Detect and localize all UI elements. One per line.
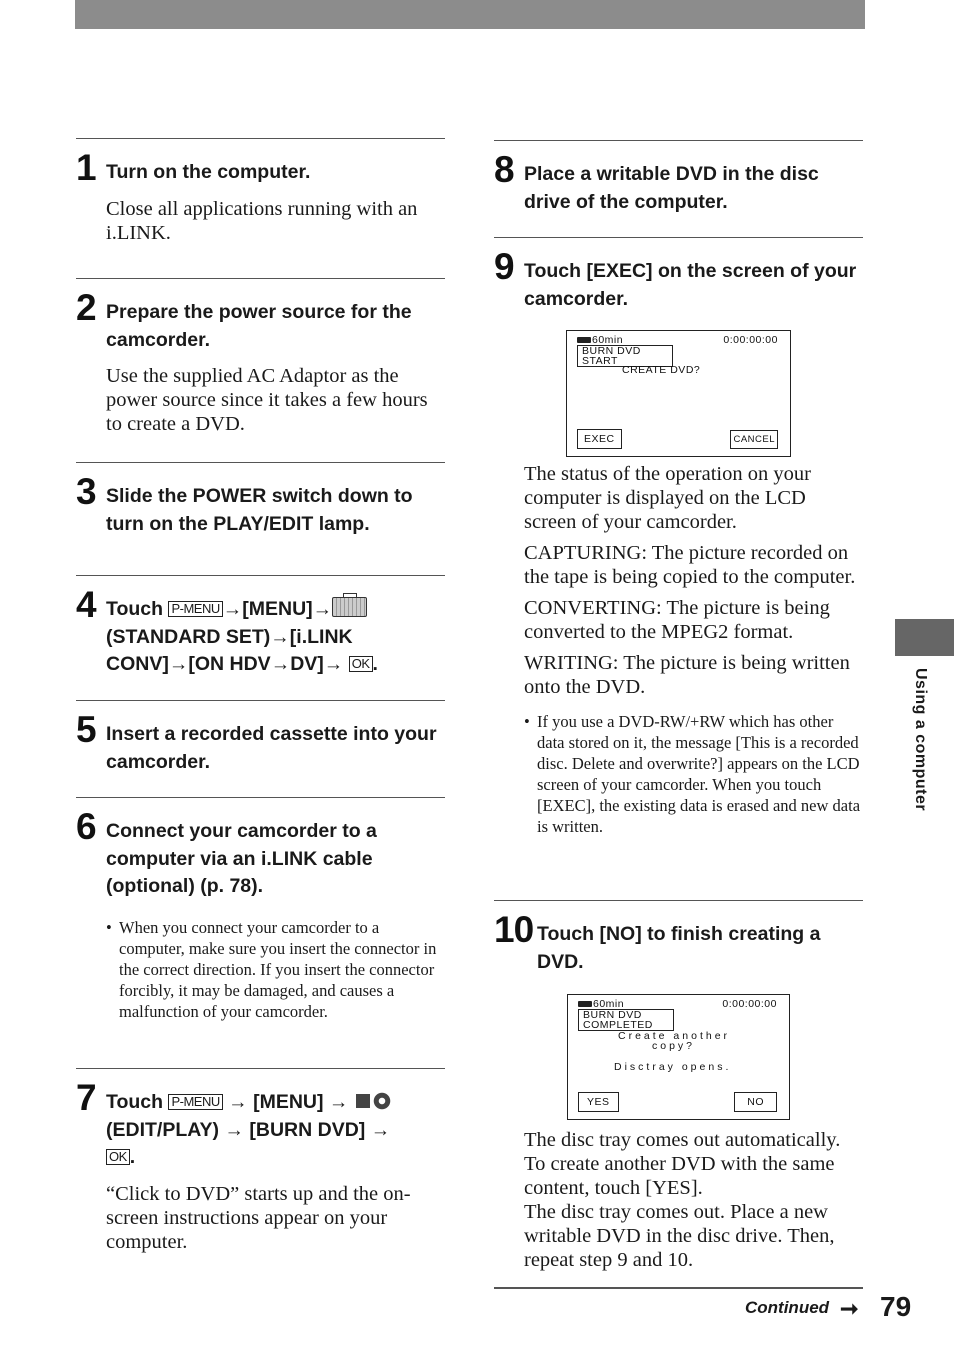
- continued-arrow-icon: ➞: [840, 1296, 859, 1321]
- battery-icon: 60min: [578, 998, 624, 1010]
- step-1: [76, 138, 445, 278]
- cancel-button[interactable]: CANCEL: [730, 430, 778, 449]
- step-number: 7: [76, 1077, 96, 1118]
- step-body: The status of the operation on your computer is displayed on the LCD screen of your camcorder. CAPTURING: The picture recorded on the tape is being copied to the computer. CONVERTING: The picture is being converted to the MPEG2 format. WRITING: The picture is being written onto the DVD.: [524, 463, 856, 698]
- side-section-label: Using a computer: [912, 668, 929, 812]
- step-title: Connect your camcorder to a computer via an i.LINK cable (optional) (p. 78).: [106, 820, 377, 897]
- step-number: 10: [494, 909, 534, 950]
- lcd-message: copy?: [652, 1040, 696, 1052]
- note: • When you connect your camcorder to a computer, make sure you insert the connector in the correct direction. If you insert the connector forcibly, it may be damaged, and causes a malfunction of your camcorder.: [106, 917, 437, 1021]
- lcd-screen-burn-start: [566, 330, 791, 457]
- timecode: 0:00:00:00: [722, 998, 777, 1010]
- step-title: Touch P-MENU → [MENU] → (EDIT/PLAY) → [BURN DVD] → OK .: [106, 1091, 391, 1168]
- step-title: Touch [EXEC] on the screen of your camcorder.: [524, 260, 857, 310]
- left-column: [76, 138, 445, 1261]
- status-frame: BURN DVD START: [577, 345, 673, 367]
- step-title: Prepare the power source for the camcorder.: [106, 301, 412, 351]
- step-body: Close all applications running with an i.LINK.: [106, 197, 418, 244]
- step-number: 3: [76, 471, 96, 512]
- side-tab: [895, 619, 954, 656]
- step-number: 4: [76, 584, 96, 625]
- step-body: The disc tray comes out automatically. To create another DVD with the same content, touch [YES]. The disc tray comes out. Place a new writable DVD in the disc drive. Then, repeat step 9 and 10.: [524, 1129, 841, 1271]
- step-title: Touch [NO] to finish creating a DVD.: [537, 923, 821, 973]
- edit-play-icon: [354, 1091, 392, 1111]
- step-3: [76, 462, 445, 575]
- standard-set-icon: [332, 597, 367, 617]
- step-title: Turn on the computer.: [106, 161, 311, 183]
- step-title: Place a writable DVD in the disc drive of the computer.: [524, 163, 819, 213]
- step-body: Use the supplied AC Adaptor as the power source since it takes a few hours to create a DVD.: [106, 365, 428, 435]
- step-title: Slide the POWER switch down to turn on the PLAY/EDIT lamp.: [106, 485, 413, 535]
- step-number: 5: [76, 709, 96, 750]
- continued-label: Continued: [745, 1298, 830, 1317]
- lcd-message: CREATE DVD?: [622, 364, 701, 376]
- step-number: 2: [76, 287, 96, 328]
- status-frame: BURN DVD COMPLETED: [578, 1009, 674, 1031]
- right-column: [494, 140, 863, 1272]
- page-number: 79: [880, 1291, 912, 1322]
- p-menu-key: P-MENU: [168, 601, 222, 617]
- step-number: 1: [76, 147, 96, 188]
- footer-rule: [494, 1287, 863, 1289]
- step-number: 8: [494, 149, 514, 190]
- step-title: Insert a recorded cassette into your camcorder.: [106, 723, 437, 773]
- ok-key: OK: [106, 1149, 130, 1165]
- step-5: [76, 700, 445, 797]
- lcd-message: Create another: [618, 1030, 731, 1042]
- no-button[interactable]: NO: [734, 1092, 777, 1112]
- step-2: [76, 278, 445, 462]
- step-number: 9: [494, 246, 514, 287]
- lcd-message: Disctray opens.: [614, 1061, 732, 1073]
- battery-icon: 60min: [577, 334, 623, 346]
- note: • If you use a DVD-RW/+RW which has other data stored on it, the message [This is a recorded disc. Delete and overwrite?] appears on the LCD screen of your camcorder. When you touch [EXEC], the existing data is erased and new data is written.: [524, 712, 861, 836]
- p-menu-key: P-MENU: [168, 1094, 222, 1110]
- exec-button[interactable]: EXEC: [577, 429, 622, 449]
- step-10: [494, 900, 863, 1272]
- step-number: 6: [76, 806, 96, 847]
- yes-button[interactable]: YES: [578, 1092, 619, 1112]
- step-6: [76, 797, 445, 1068]
- step-title: Touch P-MENU →[MENU]→ (STANDARD SET)→[i.LINK CONV]→[ON HDV→DV]→ OK .: [106, 598, 378, 675]
- step-9: [494, 237, 863, 900]
- step-body: “Click to DVD” starts up and the on-screen instructions appear on your computer.: [106, 1182, 411, 1253]
- lcd-screen-burn-completed: [567, 994, 790, 1120]
- top-header-bar: [75, 0, 865, 29]
- step-8: [494, 140, 863, 237]
- ok-key: OK: [349, 656, 373, 672]
- step-7: [76, 1068, 445, 1254]
- timecode: 0:00:00:00: [723, 334, 778, 346]
- step-4: [76, 575, 445, 700]
